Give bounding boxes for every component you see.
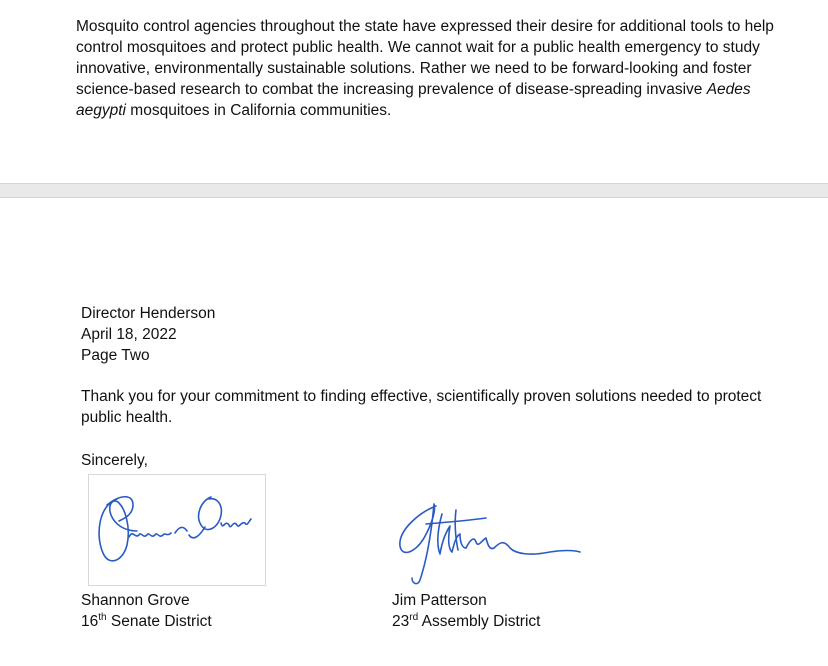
signer-grove — [81, 590, 212, 632]
signer-name: Shannon Grove — [81, 592, 190, 609]
species-name: Aedes aegypti — [76, 81, 751, 119]
recipient: Director Henderson — [81, 305, 216, 322]
body-paragraph-1 — [76, 16, 776, 121]
body-paragraph-2: Thank you for your commitment to finding effective, scientifically proven solutions needed to protect public health. — [81, 388, 762, 426]
letter-header — [81, 303, 215, 366]
para1-text: Mosquito control agencies throughout the state have expressed their desire for additional tools to help control mosquitoes and protect public health. We cannot wait for a public health emergency to study innovative, environmentally sustainable solutions. Rather we need to be forward-looking and foster science-based research to combat the increasing prevalence of disease-spreading invasive — [76, 18, 774, 98]
signature-patterson-ink — [390, 496, 590, 590]
signature-grove-ink — [89, 475, 265, 585]
signature-patterson — [390, 496, 590, 590]
signer-district: 23rd Assembly District — [392, 612, 541, 630]
signature-grove — [88, 474, 266, 586]
para1-text-end: mosquitoes in California communities. — [125, 102, 392, 119]
signer-name: Jim Patterson — [392, 592, 487, 609]
signer-district: 16th Senate District — [81, 612, 212, 630]
closing: Sincerely, — [81, 452, 148, 469]
page-number: Page Two — [81, 347, 150, 364]
letter-date: April 18, 2022 — [81, 326, 177, 343]
page-break — [0, 183, 828, 198]
signer-patterson — [392, 590, 540, 632]
